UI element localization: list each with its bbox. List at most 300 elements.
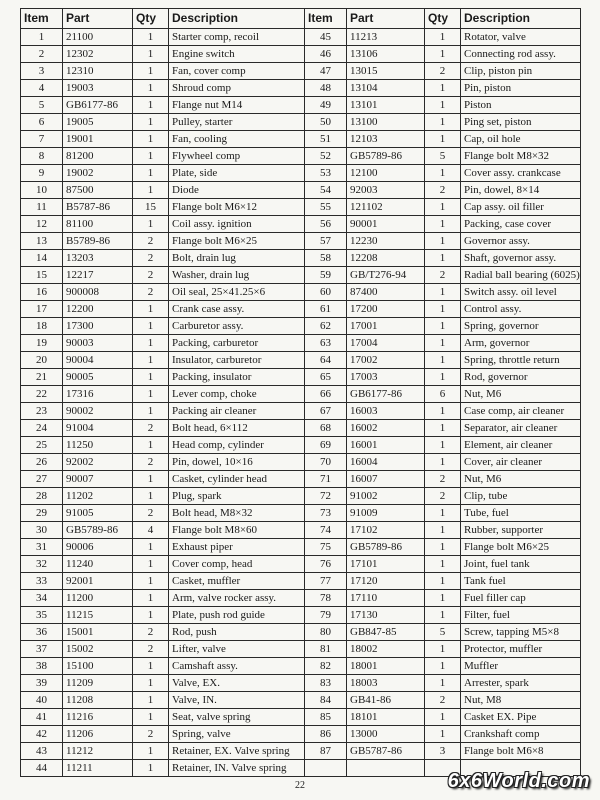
part-number-cell: 18002 bbox=[347, 641, 425, 658]
item-number-cell: 55 bbox=[305, 199, 347, 216]
quantity-cell: 1 bbox=[133, 97, 169, 114]
part-number-cell: 17002 bbox=[347, 352, 425, 369]
part-number-cell: 11250 bbox=[63, 437, 133, 454]
description-cell: Casket, cylinder head bbox=[169, 471, 305, 488]
description-cell: Flange bolt M6×12 bbox=[169, 199, 305, 216]
part-number-cell: 18101 bbox=[347, 709, 425, 726]
quantity-cell: 1 bbox=[133, 148, 169, 165]
quantity-cell: 1 bbox=[133, 182, 169, 199]
table-row bbox=[21, 216, 581, 233]
item-number-cell: 65 bbox=[305, 369, 347, 386]
item-number-cell: 11 bbox=[21, 199, 63, 216]
part-number-cell: 16001 bbox=[347, 437, 425, 454]
part-number-cell: 91009 bbox=[347, 505, 425, 522]
header-qty: Qty bbox=[425, 9, 461, 29]
item-number-cell: 62 bbox=[305, 318, 347, 335]
item-number-cell: 67 bbox=[305, 403, 347, 420]
header-item: Item bbox=[305, 9, 347, 29]
table-row bbox=[21, 250, 581, 267]
part-number-cell: 91004 bbox=[63, 420, 133, 437]
part-number-cell: 90004 bbox=[63, 352, 133, 369]
table-header-row bbox=[21, 9, 581, 29]
part-number-cell: GB5789-86 bbox=[63, 522, 133, 539]
part-number-cell bbox=[347, 760, 425, 777]
table-row bbox=[21, 63, 581, 80]
item-number-cell: 9 bbox=[21, 165, 63, 182]
description-cell: Plate, push rod guide bbox=[169, 607, 305, 624]
item-number-cell: 31 bbox=[21, 539, 63, 556]
description-cell: Cover, air cleaner bbox=[461, 454, 581, 471]
item-number-cell: 50 bbox=[305, 114, 347, 131]
part-number-cell: 19001 bbox=[63, 131, 133, 148]
description-cell: Shaft, governor assy. bbox=[461, 250, 581, 267]
description-cell: Packing, insulator bbox=[169, 369, 305, 386]
quantity-cell: 2 bbox=[425, 267, 461, 284]
header-description: Description bbox=[461, 9, 581, 29]
description-cell: Nut, M8 bbox=[461, 692, 581, 709]
item-number-cell: 61 bbox=[305, 301, 347, 318]
part-number-cell: 17001 bbox=[347, 318, 425, 335]
quantity-cell: 2 bbox=[425, 488, 461, 505]
part-number-cell: GB847-85 bbox=[347, 624, 425, 641]
quantity-cell: 1 bbox=[425, 726, 461, 743]
part-number-cell: 12200 bbox=[63, 301, 133, 318]
description-cell: Rubber, supporter bbox=[461, 522, 581, 539]
description-cell: Bolt head, M8×32 bbox=[169, 505, 305, 522]
table-row bbox=[21, 369, 581, 386]
description-cell: Head comp, cylinder bbox=[169, 437, 305, 454]
item-number-cell: 17 bbox=[21, 301, 63, 318]
table-row bbox=[21, 539, 581, 556]
quantity-cell: 2 bbox=[133, 233, 169, 250]
item-number-cell: 51 bbox=[305, 131, 347, 148]
description-cell: Packing air cleaner bbox=[169, 403, 305, 420]
part-number-cell: 11213 bbox=[347, 29, 425, 46]
quantity-cell: 1 bbox=[425, 607, 461, 624]
item-number-cell: 47 bbox=[305, 63, 347, 80]
table-row bbox=[21, 454, 581, 471]
quantity-cell: 1 bbox=[425, 199, 461, 216]
part-number-cell: 11215 bbox=[63, 607, 133, 624]
item-number-cell: 5 bbox=[21, 97, 63, 114]
part-number-cell: 13203 bbox=[63, 250, 133, 267]
quantity-cell: 1 bbox=[133, 437, 169, 454]
header-qty: Qty bbox=[133, 9, 169, 29]
part-number-cell: 12217 bbox=[63, 267, 133, 284]
table-row bbox=[21, 488, 581, 505]
description-cell: Seat, valve spring bbox=[169, 709, 305, 726]
quantity-cell: 2 bbox=[425, 692, 461, 709]
quantity-cell: 1 bbox=[133, 760, 169, 777]
description-cell: Carburetor assy. bbox=[169, 318, 305, 335]
header-part: Part bbox=[63, 9, 133, 29]
item-number-cell: 12 bbox=[21, 216, 63, 233]
quantity-cell: 1 bbox=[425, 658, 461, 675]
quantity-cell: 1 bbox=[133, 658, 169, 675]
quantity-cell: 2 bbox=[133, 624, 169, 641]
description-cell: Pin, dowel, 8×14 bbox=[461, 182, 581, 199]
description-cell: Fan, cover comp bbox=[169, 63, 305, 80]
description-cell: Engine switch bbox=[169, 46, 305, 63]
table-row bbox=[21, 182, 581, 199]
quantity-cell: 1 bbox=[425, 454, 461, 471]
part-number-cell: 13104 bbox=[347, 80, 425, 97]
item-number-cell: 15 bbox=[21, 267, 63, 284]
quantity-cell: 1 bbox=[133, 471, 169, 488]
part-number-cell: 17110 bbox=[347, 590, 425, 607]
item-number-cell: 8 bbox=[21, 148, 63, 165]
item-number-cell: 35 bbox=[21, 607, 63, 624]
part-number-cell: 81100 bbox=[63, 216, 133, 233]
part-number-cell: 17004 bbox=[347, 335, 425, 352]
item-number-cell: 85 bbox=[305, 709, 347, 726]
part-number-cell: 121102 bbox=[347, 199, 425, 216]
table-row bbox=[21, 624, 581, 641]
quantity-cell: 1 bbox=[425, 352, 461, 369]
description-cell: Ping set, piston bbox=[461, 114, 581, 131]
quantity-cell: 1 bbox=[133, 709, 169, 726]
item-number-cell: 63 bbox=[305, 335, 347, 352]
part-number-cell: 13015 bbox=[347, 63, 425, 80]
description-cell: Filter, fuel bbox=[461, 607, 581, 624]
part-number-cell: 16002 bbox=[347, 420, 425, 437]
item-number-cell: 83 bbox=[305, 675, 347, 692]
item-number-cell: 22 bbox=[21, 386, 63, 403]
description-cell: Element, air cleaner bbox=[461, 437, 581, 454]
part-number-cell: 17300 bbox=[63, 318, 133, 335]
quantity-cell: 1 bbox=[425, 522, 461, 539]
description-cell: Radial ball bearing (6025) bbox=[461, 267, 581, 284]
description-cell: Nut, M6 bbox=[461, 386, 581, 403]
quantity-cell: 1 bbox=[133, 29, 169, 46]
description-cell: Flange bolt M6×8 bbox=[461, 743, 581, 760]
quantity-cell: 1 bbox=[133, 165, 169, 182]
table-row bbox=[21, 29, 581, 46]
quantity-cell: 2 bbox=[425, 63, 461, 80]
table-row bbox=[21, 471, 581, 488]
description-cell: Shroud comp bbox=[169, 80, 305, 97]
description-cell: Fuel filler cap bbox=[461, 590, 581, 607]
parts-table bbox=[20, 8, 581, 777]
quantity-cell: 2 bbox=[133, 726, 169, 743]
item-number-cell: 58 bbox=[305, 250, 347, 267]
item-number-cell: 32 bbox=[21, 556, 63, 573]
item-number-cell: 14 bbox=[21, 250, 63, 267]
part-number-cell: 18001 bbox=[347, 658, 425, 675]
item-number-cell: 16 bbox=[21, 284, 63, 301]
table-row bbox=[21, 335, 581, 352]
item-number-cell: 18 bbox=[21, 318, 63, 335]
part-number-cell: 11208 bbox=[63, 692, 133, 709]
part-number-cell: 15100 bbox=[63, 658, 133, 675]
quantity-cell: 1 bbox=[425, 505, 461, 522]
description-cell: Tube, fuel bbox=[461, 505, 581, 522]
quantity-cell: 2 bbox=[425, 182, 461, 199]
table-row bbox=[21, 80, 581, 97]
item-number-cell: 79 bbox=[305, 607, 347, 624]
item-number-cell: 26 bbox=[21, 454, 63, 471]
part-number-cell: 12100 bbox=[347, 165, 425, 182]
quantity-cell: 1 bbox=[425, 420, 461, 437]
part-number-cell: 21100 bbox=[63, 29, 133, 46]
table-row bbox=[21, 658, 581, 675]
description-cell: Spring, governor bbox=[461, 318, 581, 335]
quantity-cell: 1 bbox=[425, 437, 461, 454]
quantity-cell: 1 bbox=[425, 335, 461, 352]
description-cell: Cap assy. oil filler bbox=[461, 199, 581, 216]
part-number-cell: 17003 bbox=[347, 369, 425, 386]
table-row bbox=[21, 692, 581, 709]
part-number-cell: 90003 bbox=[63, 335, 133, 352]
quantity-cell: 1 bbox=[133, 131, 169, 148]
quantity-cell: 1 bbox=[133, 607, 169, 624]
item-number-cell: 57 bbox=[305, 233, 347, 250]
table-row bbox=[21, 437, 581, 454]
description-cell: Valve, EX. bbox=[169, 675, 305, 692]
quantity-cell: 1 bbox=[425, 641, 461, 658]
part-number-cell: GB41-86 bbox=[347, 692, 425, 709]
quantity-cell: 1 bbox=[133, 590, 169, 607]
table-row bbox=[21, 420, 581, 437]
part-number-cell: 17200 bbox=[347, 301, 425, 318]
description-cell: Plug, spark bbox=[169, 488, 305, 505]
quantity-cell: 2 bbox=[133, 454, 169, 471]
item-number-cell: 34 bbox=[21, 590, 63, 607]
description-cell: Control assy. bbox=[461, 301, 581, 318]
item-number-cell: 43 bbox=[21, 743, 63, 760]
description-cell: Lever comp, choke bbox=[169, 386, 305, 403]
part-number-cell: 12103 bbox=[347, 131, 425, 148]
part-number-cell: 13000 bbox=[347, 726, 425, 743]
description-cell: Muffler bbox=[461, 658, 581, 675]
table-row bbox=[21, 233, 581, 250]
part-number-cell: 15001 bbox=[63, 624, 133, 641]
description-cell: Arrester, spark bbox=[461, 675, 581, 692]
description-cell: Arm, valve rocker assy. bbox=[169, 590, 305, 607]
quantity-cell: 1 bbox=[425, 573, 461, 590]
description-cell: Valve, IN. bbox=[169, 692, 305, 709]
item-number-cell: 68 bbox=[305, 420, 347, 437]
page-number: 22 bbox=[295, 780, 305, 791]
item-number-cell: 29 bbox=[21, 505, 63, 522]
part-number-cell: 12230 bbox=[347, 233, 425, 250]
description-cell: Clip, tube bbox=[461, 488, 581, 505]
part-number-cell: 19005 bbox=[63, 114, 133, 131]
quantity-cell: 1 bbox=[425, 675, 461, 692]
item-number-cell: 49 bbox=[305, 97, 347, 114]
part-number-cell: GB/T276-94 bbox=[347, 267, 425, 284]
item-number-cell: 73 bbox=[305, 505, 347, 522]
header-item: Item bbox=[21, 9, 63, 29]
description-cell: Cap, oil hole bbox=[461, 131, 581, 148]
item-number-cell: 72 bbox=[305, 488, 347, 505]
table-row bbox=[21, 556, 581, 573]
quantity-cell: 1 bbox=[425, 318, 461, 335]
part-number-cell: 19002 bbox=[63, 165, 133, 182]
item-number-cell: 37 bbox=[21, 641, 63, 658]
description-cell: Clip, piston pin bbox=[461, 63, 581, 80]
item-number-cell: 84 bbox=[305, 692, 347, 709]
description-cell: Crankshaft comp bbox=[461, 726, 581, 743]
item-number-cell: 52 bbox=[305, 148, 347, 165]
quantity-cell: 1 bbox=[425, 590, 461, 607]
quantity-cell: 1 bbox=[425, 709, 461, 726]
item-number-cell: 74 bbox=[305, 522, 347, 539]
quantity-cell: 1 bbox=[425, 369, 461, 386]
item-number-cell: 82 bbox=[305, 658, 347, 675]
item-number-cell: 56 bbox=[305, 216, 347, 233]
item-number-cell: 70 bbox=[305, 454, 347, 471]
description-cell: Oil seal, 25×41.25×6 bbox=[169, 284, 305, 301]
part-number-cell: 90007 bbox=[63, 471, 133, 488]
quantity-cell: 1 bbox=[133, 114, 169, 131]
part-number-cell: 92001 bbox=[63, 573, 133, 590]
quantity-cell: 1 bbox=[133, 556, 169, 573]
part-number-cell: 16004 bbox=[347, 454, 425, 471]
item-number-cell: 60 bbox=[305, 284, 347, 301]
quantity-cell: 1 bbox=[133, 352, 169, 369]
item-number-cell: 40 bbox=[21, 692, 63, 709]
part-number-cell: 18003 bbox=[347, 675, 425, 692]
description-cell: Fan, cooling bbox=[169, 131, 305, 148]
part-number-cell: 90006 bbox=[63, 539, 133, 556]
part-number-cell: 17130 bbox=[347, 607, 425, 624]
description-cell: Tank fuel bbox=[461, 573, 581, 590]
part-number-cell: 11202 bbox=[63, 488, 133, 505]
quantity-cell: 1 bbox=[425, 216, 461, 233]
description-cell: Protector, muffler bbox=[461, 641, 581, 658]
part-number-cell: 17120 bbox=[347, 573, 425, 590]
quantity-cell: 5 bbox=[425, 148, 461, 165]
part-number-cell: 12302 bbox=[63, 46, 133, 63]
part-number-cell: GB5789-86 bbox=[347, 148, 425, 165]
quantity-cell: 1 bbox=[425, 97, 461, 114]
description-cell: Retainer, EX. Valve spring bbox=[169, 743, 305, 760]
part-number-cell: 12310 bbox=[63, 63, 133, 80]
description-cell: Spring, throttle return bbox=[461, 352, 581, 369]
table-row bbox=[21, 114, 581, 131]
quantity-cell: 1 bbox=[133, 743, 169, 760]
description-cell: Casket, muffler bbox=[169, 573, 305, 590]
quantity-cell: 2 bbox=[425, 471, 461, 488]
table-row bbox=[21, 352, 581, 369]
quantity-cell: 2 bbox=[133, 284, 169, 301]
part-number-cell: GB5787-86 bbox=[347, 743, 425, 760]
item-number-cell: 24 bbox=[21, 420, 63, 437]
item-number-cell: 64 bbox=[305, 352, 347, 369]
description-cell: Rod, push bbox=[169, 624, 305, 641]
part-number-cell: 87400 bbox=[347, 284, 425, 301]
part-number-cell: 91002 bbox=[347, 488, 425, 505]
table-row bbox=[21, 709, 581, 726]
quantity-cell: 1 bbox=[133, 369, 169, 386]
description-cell: Rod, governor bbox=[461, 369, 581, 386]
quantity-cell: 2 bbox=[133, 505, 169, 522]
part-number-cell: 11206 bbox=[63, 726, 133, 743]
item-number-cell: 54 bbox=[305, 182, 347, 199]
item-number-cell: 78 bbox=[305, 590, 347, 607]
item-number-cell: 71 bbox=[305, 471, 347, 488]
description-cell: Starter comp, recoil bbox=[169, 29, 305, 46]
table-row bbox=[21, 131, 581, 148]
item-number-cell: 48 bbox=[305, 80, 347, 97]
quantity-cell: 1 bbox=[425, 403, 461, 420]
item-number-cell: 3 bbox=[21, 63, 63, 80]
item-number-cell bbox=[305, 760, 347, 777]
part-number-cell: B5789-86 bbox=[63, 233, 133, 250]
item-number-cell: 76 bbox=[305, 556, 347, 573]
quantity-cell: 2 bbox=[133, 250, 169, 267]
table-row bbox=[21, 284, 581, 301]
description-cell: Retainer, IN. Valve spring bbox=[169, 760, 305, 777]
quantity-cell: 1 bbox=[133, 573, 169, 590]
table-row bbox=[21, 97, 581, 114]
part-number-cell: 11209 bbox=[63, 675, 133, 692]
table-row bbox=[21, 726, 581, 743]
item-number-cell: 44 bbox=[21, 760, 63, 777]
part-number-cell: 11216 bbox=[63, 709, 133, 726]
description-cell: Lifter, valve bbox=[169, 641, 305, 658]
part-number-cell: GB5789-86 bbox=[347, 539, 425, 556]
item-number-cell: 77 bbox=[305, 573, 347, 590]
description-cell: Spring, valve bbox=[169, 726, 305, 743]
description-cell: Flange bolt M6×25 bbox=[461, 539, 581, 556]
item-number-cell: 75 bbox=[305, 539, 347, 556]
table-row bbox=[21, 522, 581, 539]
item-number-cell: 41 bbox=[21, 709, 63, 726]
quantity-cell: 15 bbox=[133, 199, 169, 216]
description-cell: Packing, case cover bbox=[461, 216, 581, 233]
part-number-cell: 81200 bbox=[63, 148, 133, 165]
part-number-cell: 13100 bbox=[347, 114, 425, 131]
description-cell: Pulley, starter bbox=[169, 114, 305, 131]
description-cell: Casket EX. Pipe bbox=[461, 709, 581, 726]
part-number-cell: 11200 bbox=[63, 590, 133, 607]
item-number-cell: 69 bbox=[305, 437, 347, 454]
description-cell: Exhaust piper bbox=[169, 539, 305, 556]
description-cell: Coil assy. ignition bbox=[169, 216, 305, 233]
table-row bbox=[21, 267, 581, 284]
item-number-cell: 13 bbox=[21, 233, 63, 250]
quantity-cell: 1 bbox=[133, 386, 169, 403]
part-number-cell: 15002 bbox=[63, 641, 133, 658]
part-number-cell: 16003 bbox=[347, 403, 425, 420]
watermark-logo: 6x6World.com bbox=[447, 770, 590, 792]
description-cell: Pin, dowel, 10×16 bbox=[169, 454, 305, 471]
item-number-cell: 4 bbox=[21, 80, 63, 97]
quantity-cell: 1 bbox=[425, 131, 461, 148]
quantity-cell: 1 bbox=[133, 403, 169, 420]
quantity-cell: 5 bbox=[425, 624, 461, 641]
quantity-cell: 1 bbox=[425, 556, 461, 573]
part-number-cell: 90005 bbox=[63, 369, 133, 386]
table-row bbox=[21, 573, 581, 590]
table-row bbox=[21, 675, 581, 692]
quantity-cell: 1 bbox=[425, 301, 461, 318]
part-number-cell: 11212 bbox=[63, 743, 133, 760]
item-number-cell: 1 bbox=[21, 29, 63, 46]
part-number-cell: GB6177-86 bbox=[63, 97, 133, 114]
item-number-cell: 86 bbox=[305, 726, 347, 743]
description-cell: Diode bbox=[169, 182, 305, 199]
description-cell: Switch assy. oil level bbox=[461, 284, 581, 301]
description-cell: Piston bbox=[461, 97, 581, 114]
table-row bbox=[21, 46, 581, 63]
description-cell: Pin, piston bbox=[461, 80, 581, 97]
description-cell: Insulator, carburetor bbox=[169, 352, 305, 369]
description-cell: Washer, drain lug bbox=[169, 267, 305, 284]
part-number-cell: B5787-86 bbox=[63, 199, 133, 216]
